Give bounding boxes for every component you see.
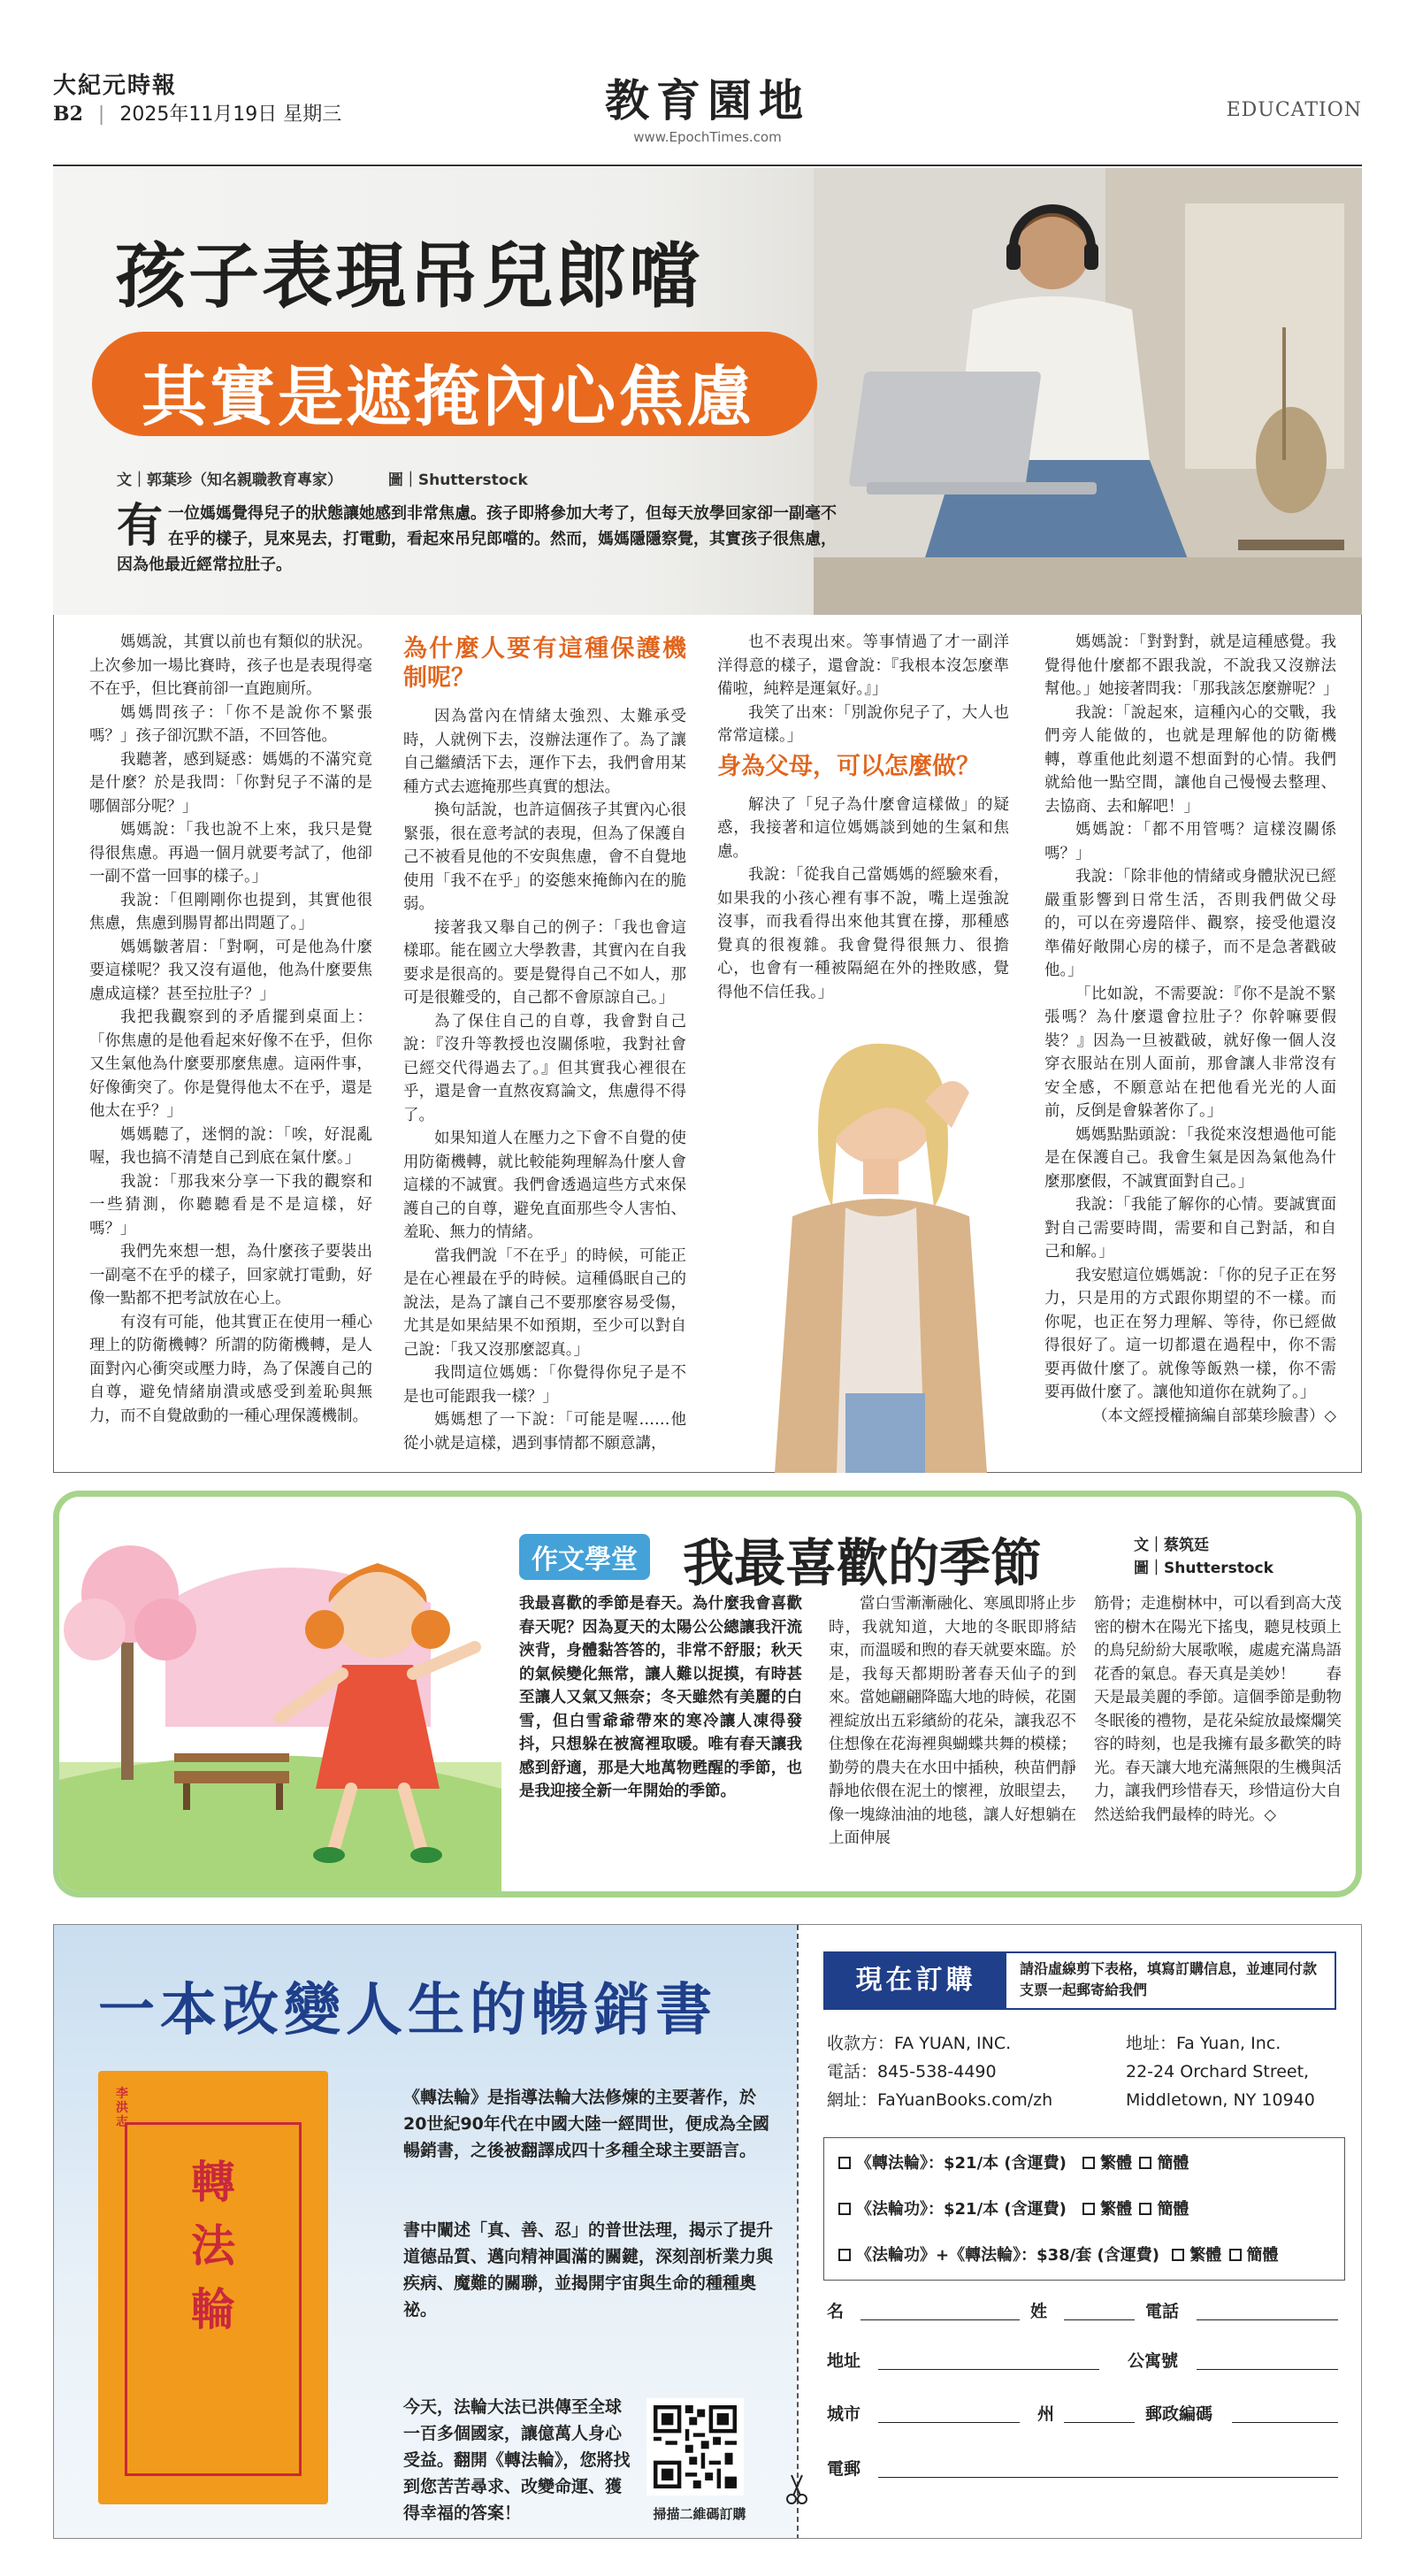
label-state: 州 [1037, 2404, 1055, 2424]
paragraph: 我問這位媽媽：「你覺得你兒子是不是也可能跟我一樣？」 [403, 1364, 686, 1406]
given-name-field[interactable] [860, 2319, 1020, 2320]
essay-title: 我最喜歡的季節 [683, 1533, 1043, 1593]
section-name-en: EDUCATION [1226, 99, 1362, 121]
checkbox-simplified[interactable] [1139, 2203, 1151, 2215]
paragraph: 媽媽說：「都不用管嗎？這樣沒關係嗎？」 [1044, 821, 1336, 862]
photo-worried-woman [730, 1004, 1022, 1473]
ad-headline: 一本改變人生的暢銷書 [98, 1977, 717, 2043]
hero-photo-student-laptop [814, 168, 1362, 615]
mailing-address [1126, 2029, 1315, 2114]
paragraph: 媽媽說：「我也說不上來，我只是覺得很焦慮。再過一個月就要考試了，他卻一副不當一回事的樣子。」 [89, 821, 372, 886]
article-body [53, 615, 1362, 1473]
book-advertisement [53, 1924, 1362, 2539]
website[interactable]: 網址：FaYuanBooks.com/zh [827, 2090, 1053, 2110]
essay-byline [1134, 1534, 1274, 1580]
paragraph: 「比如說，不需要說：『你不是說不緊張嗎？為什麼還會拉肚子？你幹嘛要假裝？』因為一旦被戳破，就好像一個人沒穿衣服站在別人面前，那會讓人非常沒有安全感，不願意站在把他看光光的人面前，反倒是會躲著你了。」 [1044, 985, 1336, 1120]
paragraph: 我說：「我能了解你的心情。要誠實面對自己需要時間，需要和自己對話，和自己和解。」 [1044, 1196, 1336, 1261]
checkbox-traditional[interactable] [1172, 2249, 1184, 2261]
book-title: 轉法輪 [191, 2156, 235, 2335]
label-address: 地址 [827, 2351, 861, 2371]
city-field[interactable] [878, 2422, 1020, 2423]
paragraph: 我說：「那我來分享一下我的觀察和一些猜測，你聽聽看是不是這樣，好嗎？」 [89, 1172, 372, 1238]
lead-paragraph [117, 501, 842, 578]
address-line2: Middletown, NY 10940 [1126, 2090, 1315, 2110]
newspaper-logo: 大紀元時報 [53, 73, 178, 99]
label-email: 電郵 [827, 2459, 861, 2479]
order-form [797, 1925, 1362, 2539]
checkbox-traditional[interactable] [1082, 2157, 1095, 2169]
essay-column-2: 當白雪漸漸融化、寒風即將止步時，我就知道，大地的冬眠即將結束，而溫暖和煦的春天就要來臨。於是，我每天都期盼著春天仙子的到來。當她翩翩降臨大地的時候，花園裡綻放出五彩繽紛的花朵，讓我忍不住想像在花海裡與蝴蝶共舞的模樣；勤勞的農夫在水田中插秧，秧苗們靜靜地依偎在泥土的懷裡，放眼望去，像一塊綠油油的地毯，讓人好想躺在上面伸展 [829, 1595, 1076, 1847]
checkbox-traditional[interactable] [1082, 2203, 1095, 2215]
order-instructions: 請沿虛線剪下表格，填寫訂購信息，並連同付款支票一起郵寄給我們 [1020, 1960, 1318, 1998]
issue-date: 2025年11月19日 星期三 [119, 104, 342, 126]
illustration-girl-spring-park [59, 1497, 501, 1891]
ad-paragraph-3: 今天，法輪大法已洪傳至全球一百多個國家，讓億萬人身心受益。翻開《轉法輪》，您將找到您苦苦尋求、改變命運、獲得幸福的答案！ [403, 2397, 631, 2523]
checkbox[interactable] [838, 2157, 851, 2169]
author-credit: 文｜蔡筑廷 [1134, 1537, 1209, 1554]
option-bundle[interactable]: 《法輪功》+《轉法輪》：$38/套 (含運費) 繁體 簡體 [837, 2242, 1279, 2266]
zip-field[interactable] [1232, 2422, 1338, 2423]
paragraph: 也不表現出來。等事情過了才一副洋洋得意的樣子，還會說：『我根本沒怎麼準備啦，純粹是運氣好。』」 [717, 633, 1009, 698]
order-options [823, 2137, 1345, 2281]
author-credit: 文｜郭葉珍（知名親職教育專家） [117, 472, 342, 489]
photo-credit: 圖｜Shutterstock [1134, 1560, 1274, 1577]
hero-byline [117, 467, 528, 489]
label-apartment: 公寓號 [1128, 2351, 1179, 2371]
checkbox[interactable] [838, 2249, 851, 2261]
lead-text: 一位媽媽覺得兒子的狀態讓她感到非常焦慮。孩子即將參加大考了，但每天放學回家卻一副毫不在乎的樣子，見來晃去，打電動，看起來吊兒郎噹的。然而，媽媽隱隱察覺，其實孩子很焦慮，因為他最近經常拉肚子。 [117, 504, 838, 574]
paragraph: 媽媽皺著眉：「對啊，可是他為什麼要這樣呢？我又沒有逼他，他為什麼要焦慮成這樣？甚至拉肚子？」 [89, 938, 372, 1003]
address-field[interactable] [878, 2369, 1099, 2370]
paragraph: 我安慰這位媽媽說：「你的兒子正在努力，只是用的方式跟你期望的不一樣。而你呢，也正在努力理解、等待，你已經做得很好了。這一切都還在過程中，你不需要再做什麼了。就像等飯熟一樣，你不需要再做什麼了。讓他知道你在就夠了。」 [1044, 1266, 1336, 1401]
address-line1: 22-24 Orchard Street, [1126, 2062, 1310, 2082]
paragraph: 我們先來想一想，為什麼孩子要裝出一副毫不在乎的樣子，回家就打電動，好像一點都不把考試放在心上。 [89, 1243, 372, 1307]
paragraph: 換句話說，也許這個孩子其實內心很緊張，很在意考試的表現，但為了保護自己不被看見他的不安與焦慮，會不自覺地使用「我不在乎」的姿態來掩飾內在的脆弱。 [403, 801, 686, 913]
section-title: 教育園地 [605, 74, 810, 126]
paragraph: 解決了「兒子為什麼會這樣做」的疑惑，我接著和這位媽媽談到她的生氣和焦慮。 [717, 795, 1009, 861]
checkbox-simplified[interactable] [1139, 2157, 1151, 2169]
paragraph: 有沒有可能，他其實正在使用一種心理上的防衛機轉？所謂的防衛機轉，是人面對內心衝突或壓力時，為了保護自己的自尊，避免情緒崩潰或感受到羞恥與無力，而不自覺啟動的一種心理保護機制。 [89, 1313, 372, 1425]
paragraph: 我說：「除非他的情緒或身體狀況已經嚴重影響到日常生活，否則我們做父母的，可以在旁邊陪伴、觀察，接受他還沒準備好敞開心房的樣子，而不是急著戳破他。」 [1044, 868, 1336, 979]
state-field[interactable] [1064, 2422, 1135, 2423]
option-falun-gong[interactable]: 《法輪功》：$21/本 (含運費) 繁體 簡體 [837, 2196, 1189, 2220]
paragraph: 我笑了出來：「別說你兒子了，大人也常常這樣。」 [717, 703, 1009, 745]
ad-promo-panel [54, 1925, 797, 2539]
site-url[interactable]: www.EpochTimes.com [633, 129, 782, 145]
article-column-2 [403, 631, 686, 1455]
label-surname: 姓 [1030, 2302, 1048, 2321]
essay-column-1: 我最喜歡的季節是春天。為什麼我會喜歡春天呢？因為夏天的太陽公公總讓我汗流浹背，身體黏答答的，非常不舒服；秋天的氣候變化無常，讓人難以捉摸，有時甚至讓人又氣又無奈；冬天雖然有美麗的白雪，但白雪爺爺帶來的寒冷讓人凍得發抖，只想躲在被窩裡取暖。唯有春天讓我感到舒適，那是大地萬物甦醒的季節，也是我迎接全新一年開始的季節。 [519, 1595, 802, 1800]
paragraph: 我說：「從我自己當媽媽的經驗來看，如果我的小孩心裡有事不說，嘴上逞強說沒事，而我看得出來他其實在撐，那種感覺真的很複雜。我會覺得很無力、很擔心，也會有一種被隔絕在外的挫敗感，覺得他不信任我。」 [717, 866, 1009, 1001]
paragraph: 因為當內在情緒太強烈、太難承受時，人就例下去，沒辦法運作了。為了讓自己繼續活下去，運作下去，我們會用某種方式去遮掩那些真實的想法。 [403, 708, 686, 796]
subheading-what-parents-can-do: 身為父母，可以怎麼做？ [717, 752, 980, 780]
label-zip: 郵政編碼 [1145, 2404, 1213, 2424]
drop-cap: 有 [117, 500, 164, 553]
phone: 電話：845-538-4490 [827, 2062, 997, 2082]
paragraph: 我把我觀察到的矛盾擺到桌面上：「你焦慮的是他看起來好像不在乎，但你又生氣他為什麼要那麼焦慮。這兩件事，好像衝突了。你是覺得他太不在乎，還是他太在乎？」 [89, 1008, 372, 1120]
surname-field[interactable] [1064, 2319, 1135, 2320]
paragraph: 媽媽說，其實以前也有類似的狀況。上次參加一場比賽時，孩子也是表現得毫不在乎，但比賽前卻一直跑廁所。 [89, 633, 372, 698]
hero-title-line2: 其實是遮掩內心焦慮 [142, 359, 754, 435]
phone-field[interactable] [1197, 2319, 1338, 2320]
paragraph: 媽媽說：「對對對，就是這種感覺。我覺得他什麼都不跟我說，不說我又沒辦法幫他。」她接著問我：「那我該怎麼辦呢？」 [1044, 633, 1339, 698]
paragraph: 接著我又舉自己的例子：「我也會這樣耶。能在國立大學教書，其實內在自我要求是很高的。要是覺得自己不如人，那可是很難受的，自己都不會原諒自己。」 [403, 918, 686, 1007]
paragraph: 媽媽想了一下說：「可能是喔……他從小就是這樣，遇到事情都不願意講， [403, 1411, 686, 1453]
book-author: 李洪志 [116, 2087, 128, 2129]
paragraph: 我聽著，感到疑惑：媽媽的不滿究竟是什麼？於是我問：「你對兒子不滿的是哪個部分呢？」 [89, 750, 372, 816]
hero-title-line1: 孩子表現吊兒郎噹 [115, 235, 702, 318]
paragraph: 為了保住自己的自尊，我會對自己說：『沒升等教授也沒關係啦，我對社會已經交代得過去了。』但其實我心裡很在乎，還是會一直熬夜寫論文，焦慮得不得了。 [403, 1012, 686, 1124]
order-now-button[interactable]: 現在訂購 [825, 1953, 1006, 2008]
paragraph: 媽媽點點頭說：「我從來沒想過他可能是在保護自己。我會生氣是因為氣他為什麼那麼假，不誠實面對自己。」 [1044, 1125, 1336, 1191]
source-credit: （本文經授權摘編自部葉珍臉書）◇ [1092, 1407, 1336, 1425]
order-header [823, 1951, 1336, 2010]
checkbox-simplified[interactable] [1229, 2249, 1242, 2261]
hero-banner [53, 168, 1362, 615]
address-label: 地址：Fa Yuan, Inc. [1126, 2034, 1281, 2053]
essay-column-3: 筋骨；走進樹林中，可以看到高大茂密的樹木在陽光下搖曳，聽見枝頭上的鳥兒紛紛大展歌喉，處處充滿鳥語花香的氣息。春天真是美妙！ 春天是最美麗的季節。這個季節是動物冬眠後的禮物，是花朵綻放最燦爛笑容的時刻，也是我擁有最多歡笑的時光。春天讓大地充滿無限的生機與活力，讓我們珍惜春天，珍惜這份大自然送給我們最棒的時光。◇ [1094, 1595, 1342, 1824]
label-phone: 電話 [1145, 2302, 1180, 2321]
label-given-name: 名 [827, 2302, 845, 2321]
ad-paragraph-1: 《轉法輪》是指導法輪大法修煉的主要著作，於20世紀90年代在中國大陸一經問世，便成為全國暢銷書，之後被翻譯成四十多種全球主要語言。 [403, 2088, 769, 2160]
paragraph: 當我們說「不在乎」的時候，可能正是在心裡最在乎的時候。這種僞眠自己的說法，是為了讓自己不要那麼容易受傷，尤其是如果結果不如預期，至少可以對自己說：「我又沒那麼認真。」 [403, 1246, 686, 1359]
article-column-1 [89, 631, 372, 1428]
photo-credit: 圖｜Shutterstock [387, 472, 528, 489]
label-city: 城市 [827, 2404, 861, 2424]
book-cover [98, 2071, 328, 2504]
paragraph: 媽媽聽了，迷惘的說：「唉，好混亂喔，我也搞不清楚自己到底在氣什麼。」 [89, 1125, 372, 1167]
apartment-field[interactable] [1197, 2369, 1338, 2370]
paragraph: 我說：「說起來，這種內心的交戰，我們旁人能做的，也就是理解他的防衛機轉，尊重他此刻還不想面對的心情。我們就給他一點空間，讓他自己慢慢去整理、去協商、去和解吧！」 [1044, 703, 1336, 816]
page-date-line: B2 | 2025年11月19日 星期三 [53, 103, 342, 126]
payee: 收款方：FA YUAN, INC. [827, 2034, 1012, 2053]
scissors-icon [786, 2473, 807, 2505]
paragraph: 我說：「但剛剛你也提到，其實他很焦慮，焦慮到腸胃都出問題了。」 [89, 891, 372, 932]
subheading-why-protect: 為什麼人要有這種保護機制呢？ [403, 635, 686, 692]
paragraph: 如果知道人在壓力之下會不自覺的使用防衛機轉，就比較能夠理解為什麼人會這樣的不誠實。我們會透過這些方式來保護自己的自尊，避免直面那些令人害怕、羞恥、無力的情緒。 [403, 1130, 686, 1241]
column-tag: 作文學堂 [519, 1534, 650, 1580]
option-zhuan-falun[interactable]: 《轉法輪》：$21/本 (含運費) 繁體 簡體 [837, 2150, 1189, 2174]
paragraph: 媽媽問孩子：「你不是說你不緊張嗎？」孩子卻沉默不語，不回答他。 [89, 703, 372, 745]
payee-info [827, 2029, 1052, 2114]
qr-code-label: 掃描二維碼訂購 [653, 2506, 746, 2522]
ad-paragraph-2: 書中闡述「真、善、忍」的普世法理，揭示了提升道德品質、邁向精神圓滿的關鍵，深刻剖析業力與疾病、魔難的關聯，並揭開宇宙與生命的種種奧祕。 [403, 2220, 774, 2319]
email-field[interactable] [878, 2477, 1338, 2478]
essay-section [53, 1491, 1362, 1898]
checkbox[interactable] [838, 2203, 851, 2215]
qr-code-icon[interactable] [646, 2398, 744, 2496]
article-column-3 [717, 631, 1009, 1004]
page-header [53, 62, 1362, 166]
page-number: B2 [53, 103, 83, 126]
article-column-4 [1044, 631, 1339, 1428]
